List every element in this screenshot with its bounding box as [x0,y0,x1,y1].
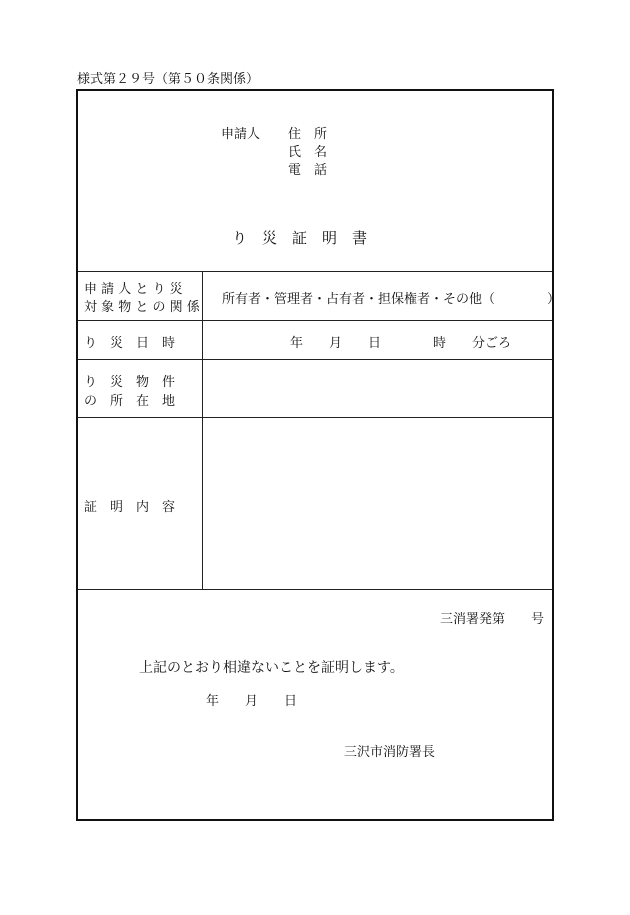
relation-value: 所有者・管理者・占有者・担保権者・その他（ ） [222,292,561,307]
row-divider [78,589,552,590]
certificate-title: り 災 証 明 書 [232,229,368,247]
issuer: 三沢市消防署長 [344,745,436,760]
relation-label-line1: 申 請 人 と り 災 [84,282,183,297]
content-label: 証 明 内 容 [84,500,176,515]
document-number: 三消署発第 号 [440,612,545,627]
row-divider [78,359,552,360]
location-label-line1: り 災 物 件 [84,375,176,390]
location-label-line2: の 所 在 地 [84,394,176,409]
row-divider [78,417,552,418]
row-divider [78,320,552,321]
applicant-label: 申請人 [221,127,261,142]
certification-date: 年 月 日 [206,694,298,709]
form-id: 様式第２９号（第５０条関係） [77,72,260,87]
date-time-value: 年 月 日 時 分ごろ [290,336,512,351]
column-divider [202,271,203,589]
applicant-phone-label: 電 話 [288,163,328,178]
date-time-label: り 災 日 時 [84,336,176,351]
certificate-frame [76,89,561,821]
relation-label-line2: 対 象 物 と の 関 係 [84,300,200,315]
certification-statement: 上記のとおり相違ないことを証明します。 [139,660,404,676]
applicant-name-label: 氏 名 [288,145,328,160]
row-divider [78,271,552,272]
applicant-address-label: 住 所 [288,127,328,142]
